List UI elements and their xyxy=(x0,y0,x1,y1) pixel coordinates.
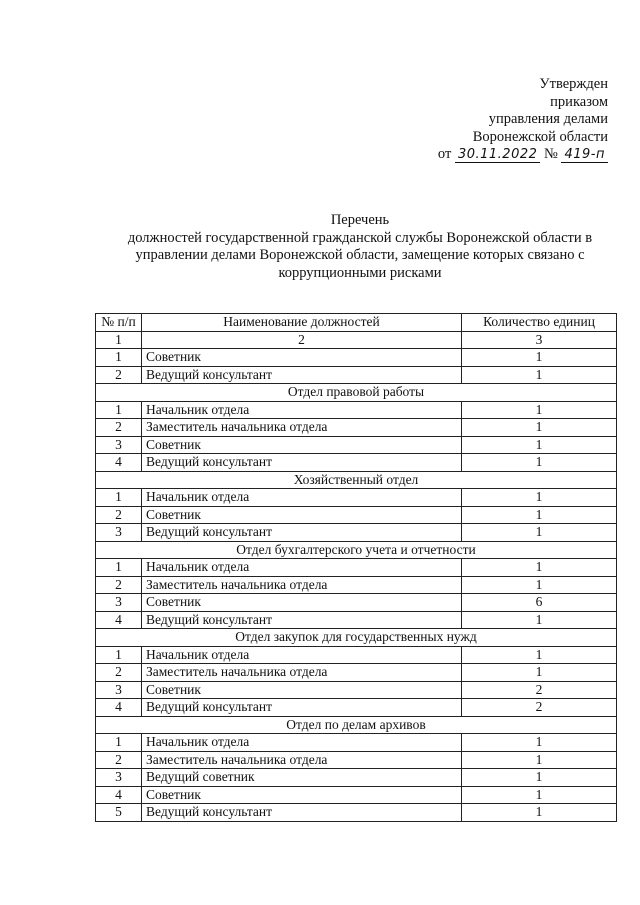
section-title: Отдел правовой работы xyxy=(96,384,617,402)
order-number: 419-п xyxy=(561,147,608,163)
row-number: 4 xyxy=(96,611,142,629)
row-number: 4 xyxy=(96,454,142,472)
section-title: Отдел закупок для государственных нужд xyxy=(96,629,617,647)
position-name: Ведущий консультант xyxy=(142,524,462,542)
position-quantity: 2 xyxy=(462,699,617,717)
row-number: 1 xyxy=(96,401,142,419)
position-quantity: 1 xyxy=(462,436,617,454)
position-name: Заместитель начальника отдела xyxy=(142,664,462,682)
position-quantity: 1 xyxy=(462,734,617,752)
header-quantity: Количество единиц xyxy=(462,314,617,332)
table-row xyxy=(96,559,617,577)
table-row xyxy=(96,681,617,699)
section-row xyxy=(96,716,617,734)
table-row xyxy=(96,751,617,769)
row-number: 1 xyxy=(96,489,142,507)
approval-line-approved: Утвержден xyxy=(539,76,608,92)
position-name: Ведущий консультант xyxy=(142,366,462,384)
position-name: Ведущий консультант xyxy=(142,804,462,822)
position-name: Заместитель начальника отдела xyxy=(142,576,462,594)
table-row xyxy=(96,366,617,384)
row-number: 3 xyxy=(96,524,142,542)
section-row xyxy=(96,629,617,647)
position-quantity: 1 xyxy=(462,349,617,367)
position-quantity: 1 xyxy=(462,664,617,682)
header-position: Наименование должностей xyxy=(142,314,462,332)
table-body xyxy=(96,349,617,822)
section-row xyxy=(96,541,617,559)
section-row xyxy=(96,471,617,489)
row-number: 4 xyxy=(96,786,142,804)
index-cell: 2 xyxy=(142,331,462,349)
document-subtitle: должностей государственной гражданской службы Воронежской области в управлении делами Воронежской области, замещение которых связано с коррупционными рисками xyxy=(127,229,593,281)
table-row xyxy=(96,454,617,472)
position-quantity: 1 xyxy=(462,419,617,437)
table-row xyxy=(96,646,617,664)
position-name: Советник xyxy=(142,594,462,612)
position-quantity: 1 xyxy=(462,401,617,419)
position-name: Начальник отдела xyxy=(142,489,462,507)
positions-table xyxy=(95,313,617,822)
table-header-row xyxy=(96,314,617,332)
section-title: Отдел бухгалтерского учета и отчетности xyxy=(96,541,617,559)
position-quantity: 1 xyxy=(462,454,617,472)
row-number: 2 xyxy=(96,506,142,524)
position-name: Заместитель начальника отдела xyxy=(142,751,462,769)
position-quantity: 1 xyxy=(462,804,617,822)
table-row xyxy=(96,769,617,787)
row-number: 4 xyxy=(96,699,142,717)
position-quantity: 1 xyxy=(462,489,617,507)
position-quantity: 1 xyxy=(462,559,617,577)
table-row xyxy=(96,576,617,594)
row-number: 3 xyxy=(96,436,142,454)
position-quantity: 1 xyxy=(462,524,617,542)
position-name: Начальник отдела xyxy=(142,401,462,419)
table-row xyxy=(96,349,617,367)
row-number: 3 xyxy=(96,681,142,699)
position-quantity: 1 xyxy=(462,769,617,787)
row-number: 3 xyxy=(96,769,142,787)
position-name: Заместитель начальника отдела xyxy=(142,419,462,437)
approval-line-region: Воронежской области xyxy=(472,128,608,145)
approval-line-date-number xyxy=(438,146,608,164)
section-title: Хозяйственный отдел xyxy=(96,471,617,489)
document-title: Перечень xyxy=(330,212,390,228)
table-row xyxy=(96,506,617,524)
row-number: 2 xyxy=(96,751,142,769)
table-row xyxy=(96,664,617,682)
table-row xyxy=(96,401,617,419)
approval-line-order: приказом xyxy=(550,93,608,110)
table-row xyxy=(96,524,617,542)
row-number: 1 xyxy=(96,646,142,664)
index-cell: 1 xyxy=(96,331,142,349)
table-row xyxy=(96,734,617,752)
index-cell: 3 xyxy=(462,331,617,349)
position-name: Ведущий советник xyxy=(142,769,462,787)
row-number: 5 xyxy=(96,804,142,822)
table-row xyxy=(96,699,617,717)
approval-block xyxy=(438,76,608,164)
table-row xyxy=(96,804,617,822)
position-name: Советник xyxy=(142,681,462,699)
document-heading xyxy=(110,212,610,282)
row-number: 2 xyxy=(96,366,142,384)
table-row xyxy=(96,489,617,507)
number-label: № xyxy=(544,146,558,162)
order-date: 30.11.2022 xyxy=(455,147,540,163)
table-row xyxy=(96,436,617,454)
row-number: 2 xyxy=(96,664,142,682)
row-number: 2 xyxy=(96,576,142,594)
position-name: Начальник отдела xyxy=(142,734,462,752)
table-row xyxy=(96,611,617,629)
position-name: Начальник отдела xyxy=(142,559,462,577)
position-quantity: 1 xyxy=(462,751,617,769)
row-number: 1 xyxy=(96,734,142,752)
position-name: Советник xyxy=(142,786,462,804)
row-number: 1 xyxy=(96,349,142,367)
row-number: 2 xyxy=(96,419,142,437)
position-quantity: 2 xyxy=(462,681,617,699)
position-name: Советник xyxy=(142,436,462,454)
table-index-row xyxy=(96,331,617,349)
position-quantity: 1 xyxy=(462,646,617,664)
section-title: Отдел по делам архивов xyxy=(96,716,617,734)
section-row xyxy=(96,384,617,402)
header-number: № п/п xyxy=(96,314,142,332)
row-number: 1 xyxy=(96,559,142,577)
approval-line-office: управления делами xyxy=(488,111,608,127)
table-row xyxy=(96,419,617,437)
position-name: Начальник отдела xyxy=(142,646,462,664)
position-quantity: 6 xyxy=(462,594,617,612)
from-label: от xyxy=(437,146,452,162)
position-quantity: 1 xyxy=(462,576,617,594)
position-name: Ведущий консультант xyxy=(142,454,462,472)
position-quantity: 1 xyxy=(462,786,617,804)
position-quantity: 1 xyxy=(462,611,617,629)
position-quantity: 1 xyxy=(462,366,617,384)
row-number: 3 xyxy=(96,594,142,612)
position-quantity: 1 xyxy=(462,506,617,524)
position-name: Ведущий консультант xyxy=(142,611,462,629)
position-name: Советник xyxy=(142,349,462,367)
table-row xyxy=(96,786,617,804)
table-row xyxy=(96,594,617,612)
position-name: Ведущий консультант xyxy=(142,699,462,717)
position-name: Советник xyxy=(142,506,462,524)
